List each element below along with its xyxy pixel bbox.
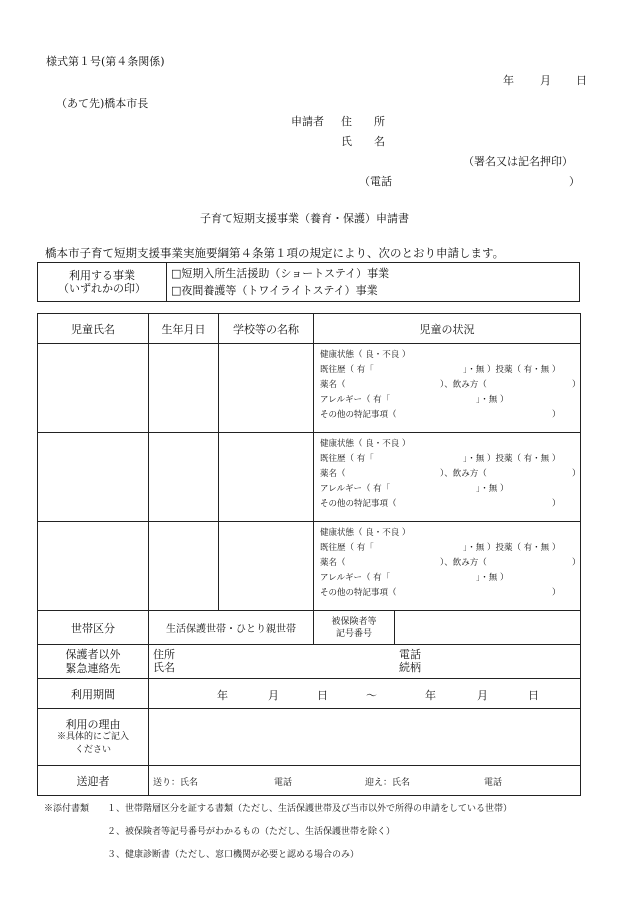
reason-cell[interactable] bbox=[149, 709, 581, 766]
signature-note: （署名又は記名押印） bbox=[463, 155, 573, 168]
date-month-label: 月 bbox=[540, 74, 551, 87]
child-table bbox=[37, 313, 581, 796]
transport-cell[interactable]: 送り：氏名 電話 迎え：氏名 電話 bbox=[149, 766, 581, 796]
status-cell[interactable]: 健康状態（ 良・不良 ） 既往歴（ 有「 」・無 ）投薬（ 有・無 ） 薬名（ ）、飲み方（ ） アレルギー（ 有「 」・無 ） その他の特記事項（ ） bbox=[314, 344, 581, 433]
attachment-item: ３、健康診断書（ただし、窓口機関が必要と認める場合のみ） bbox=[107, 850, 360, 860]
child-row bbox=[38, 433, 581, 522]
address-label: 住 所 bbox=[341, 115, 385, 128]
document-title: 子育て短期支援事業（養育・保護）申請書 bbox=[200, 212, 409, 225]
addressee: （あて先)橋本市長 bbox=[56, 97, 149, 110]
service-option-short-stay[interactable]: □短期入所生活援助（ショートステイ）事業 bbox=[171, 267, 390, 280]
status-cell[interactable]: 健康状態（ 良・不良 ） 既往歴（ 有「 」・無 ）投薬（ 有・無 ） 薬名（ ）、飲み方（ ） アレルギー（ 有「 」・無 ） その他の特記事項（ ） bbox=[314, 433, 581, 522]
birth-date-cell[interactable] bbox=[149, 433, 219, 522]
school-cell[interactable] bbox=[219, 344, 314, 433]
guardian-label: 保護者以外 緊急連絡先 bbox=[38, 645, 149, 679]
household-label: 世帯区分 bbox=[38, 611, 149, 645]
period-cell[interactable]: 年 月 日 ～ 年 月 日 bbox=[149, 679, 581, 709]
name-label: 氏 名 bbox=[341, 135, 385, 148]
guardian-cell[interactable] bbox=[149, 645, 581, 679]
guardian-address-label: 住所 bbox=[153, 648, 175, 661]
attachment-item: ２、被保険者等記号番号がわかるもの（ただし、生活保護世帯を除く） bbox=[107, 827, 396, 837]
phone-label: （電話 bbox=[359, 175, 392, 188]
header-child-status: 児童の状況 bbox=[314, 314, 581, 344]
attachments-label: ※添付書類 bbox=[44, 804, 90, 814]
form-number: 様式第１号(第４条関係) bbox=[46, 55, 165, 68]
birth-date-cell[interactable] bbox=[149, 344, 219, 433]
header-birth-date: 生年月日 bbox=[149, 314, 219, 344]
status-cell[interactable]: 健康状態（ 良・不良 ） 既往歴（ 有「 」・無 ）投薬（ 有・無 ） 薬名（ ）、飲み方（ ） アレルギー（ 有「 」・無 ） その他の特記事項（ ） bbox=[314, 522, 581, 611]
household-value[interactable]: 生活保護世帯・ひとり親世帯 bbox=[149, 611, 314, 645]
date-day-label: 日 bbox=[576, 74, 587, 87]
child-name-cell[interactable] bbox=[38, 522, 149, 611]
phone-close: ） bbox=[569, 175, 580, 188]
service-options bbox=[167, 263, 580, 302]
header-child-name: 児童氏名 bbox=[38, 314, 149, 344]
service-label: 利用する事業 （いずれかの印） bbox=[38, 263, 167, 302]
guardian-relation-label: 続柄 bbox=[399, 661, 421, 674]
school-cell[interactable] bbox=[219, 522, 314, 611]
intro-text: 橋本市子育て短期支援事業実施要綱第４条第１項の規定により、次のとおり申請します。 bbox=[45, 246, 505, 260]
school-cell[interactable] bbox=[219, 433, 314, 522]
date-year-label: 年 bbox=[503, 74, 514, 87]
attachment-item: １、世帯階層区分を証する書類（ただし、生活保護世帯及び当市以外で所得の申請をしている世帯） bbox=[107, 804, 513, 814]
applicant-label: 申請者 bbox=[291, 115, 324, 128]
service-option-twilight-stay[interactable]: □夜間養護等（トワイライトステイ）事業 bbox=[171, 284, 378, 297]
guardian-name-label: 氏名 bbox=[153, 661, 175, 674]
header-school-name: 学校等の名称 bbox=[219, 314, 314, 344]
birth-date-cell[interactable] bbox=[149, 522, 219, 611]
period-label: 利用期間 bbox=[38, 679, 149, 709]
child-name-cell[interactable] bbox=[38, 344, 149, 433]
service-table bbox=[37, 262, 580, 302]
insured-label: 被保険者等 記号番号 bbox=[314, 611, 395, 645]
child-name-cell[interactable] bbox=[38, 433, 149, 522]
insured-number-cell[interactable] bbox=[395, 611, 581, 645]
guardian-phone-label: 電話 bbox=[399, 648, 421, 661]
transport-label: 送迎者 bbox=[38, 766, 149, 796]
reason-label: 利用の理由 ※具体的にご記入 ください bbox=[38, 709, 149, 766]
child-row bbox=[38, 344, 581, 433]
child-row bbox=[38, 522, 581, 611]
